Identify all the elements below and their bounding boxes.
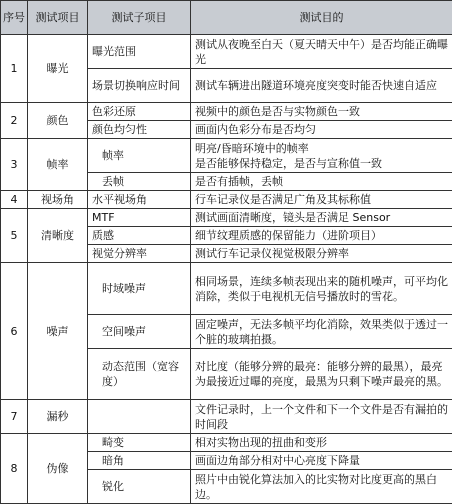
test-subitem: 空间噪声 (88, 315, 191, 349)
header-no: 序号 (1, 1, 28, 35)
header-item: 测试项目 (28, 1, 88, 35)
test-item: 曝光 (28, 35, 88, 103)
table-row (1, 35, 452, 69)
test-subitem: 视觉分辨率 (88, 245, 191, 263)
table-row (1, 400, 452, 434)
row-number: 1 (1, 35, 28, 103)
header-subitem: 测试子项目 (88, 1, 191, 35)
test-item: 伪像 (28, 434, 88, 504)
test-subitem: 锐化 (88, 470, 191, 504)
test-purpose: 相同场景，连续多帧表现出来的随机噪声，可平均化消除，类似于电视机无信号播放时的雪花。 (191, 263, 452, 315)
row-number: 7 (1, 400, 28, 434)
row-number: 6 (1, 263, 28, 400)
table-row (1, 209, 452, 227)
test-item: 噪声 (28, 263, 88, 400)
test-item: 视场角 (28, 191, 88, 209)
test-purpose: 测试车辆进出隧道环境亮度突变时能否快速自适应 (191, 69, 452, 103)
test-subitem: 色彩还原 (88, 103, 191, 121)
header-purpose: 测试目的 (191, 1, 452, 35)
test-purpose: 细节纹理质感的保留能力（进阶项目） (191, 227, 452, 245)
test-purpose: 相对实物出现的扭曲和变形 (191, 434, 452, 452)
test-purpose: 文件记录时，上一个文件和下一个文件是否有漏拍的时间段 (191, 400, 452, 434)
table-row (1, 139, 452, 173)
test-purpose: 明亮/昏暗环境中的帧率 是否能够保持稳定，是否与宣称值一致 (191, 139, 452, 173)
table-row (1, 191, 452, 209)
header-row (1, 1, 452, 35)
row-number: 5 (1, 209, 28, 263)
row-number: 2 (1, 103, 28, 139)
test-subitem: 质感 (88, 227, 191, 245)
test-subitem: 颜色均匀性 (88, 121, 191, 139)
row-number: 3 (1, 139, 28, 191)
test-item: 清晰度 (28, 209, 88, 263)
test-subitem: 时域噪声 (88, 263, 191, 315)
test-subitem: 曝光范围 (88, 35, 191, 69)
table-row (1, 263, 452, 315)
test-purpose: 对比度（能够分辨的最亮：能够分辨的最黑），最亮为最接近过曝的亮度，最黑为只剩下噪声最亮的黑。 (191, 349, 452, 400)
test-purpose: 画面边角部分相对中心亮度下降量 (191, 452, 452, 470)
test-subitem: 场景切换响应时间 (88, 69, 191, 103)
test-subitem: MTF (88, 209, 191, 227)
test-subitem: 丢帧 (88, 173, 191, 191)
test-purpose: 是否有插帧，丢帧 (191, 173, 452, 191)
test-subitem: 水平视场角 (88, 191, 191, 209)
test-purpose: 测试从夜晚至白天（夏天晴天中午）是否均能正确曝光 (191, 35, 452, 69)
test-purpose: 照片中由锐化算法加入的比实物对比度更高的黑白边。 (191, 470, 452, 504)
test-purpose: 视频中的颜色是否与实物颜色一致 (191, 103, 452, 121)
test-purpose: 行车记录仪是否满足广角及其标称值 (191, 191, 452, 209)
test-item: 帧率 (28, 139, 88, 191)
row-number: 4 (1, 191, 28, 209)
table-row (1, 103, 452, 121)
test-subitem: 畸变 (88, 434, 191, 452)
test-subitem: 动态范围（宽容度） (88, 349, 191, 400)
test-subitem: 暗角 (88, 452, 191, 470)
test-purpose: 测试画面清晰度，镜头是否满足 Sensor (191, 209, 452, 227)
test-purpose: 固定噪声，无法多帧平均化消除，效果类似于透过一个脏的玻璃拍摄。 (191, 315, 452, 349)
test-purpose: 测试行车记录仪视觉极限分辨率 (191, 245, 452, 263)
table-row (1, 434, 452, 452)
test-item: 漏秒 (28, 400, 88, 434)
row-number: 8 (1, 434, 28, 504)
test-purpose: 画面内色彩分布是否均匀 (191, 121, 452, 139)
test-subitem (88, 400, 191, 434)
test-item: 颜色 (28, 103, 88, 139)
test-subitem: 帧率 (88, 139, 191, 173)
